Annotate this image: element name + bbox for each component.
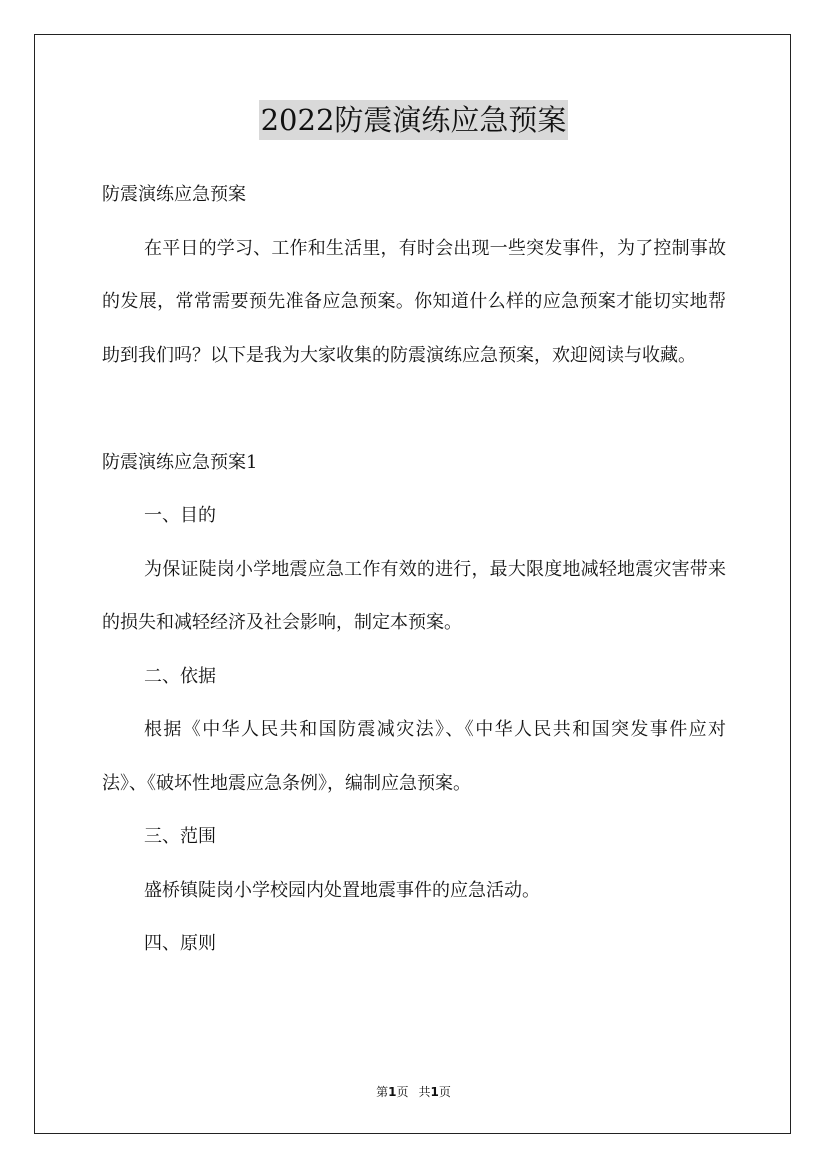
footer-page-total: 1 [430, 1085, 439, 1099]
footer-page-mid: 页 [396, 1085, 409, 1099]
document-body [102, 168, 726, 971]
title-wrap [0, 100, 827, 140]
footer-page-prefix: 第 [376, 1085, 389, 1099]
section-heading: 防震演练应急预案 [102, 184, 246, 205]
subsection-heading: 三、范围 [144, 826, 216, 847]
page-footer [0, 1084, 827, 1100]
body-paragraph: 盛桥镇陡岗小学校园内处置地震事件的应急活动。 [144, 879, 540, 901]
subsection-heading: 四、原则 [144, 933, 216, 954]
subsection-heading: 二、依据 [144, 665, 216, 687]
document-title: 2022防震演练应急预案 [259, 100, 569, 140]
body-paragraph: 为保证陡岗小学地震应急工作有效的进行，最大限度地减轻地震灾害带来的损失和减轻经济及社会影响，制定本预案。 [102, 558, 726, 633]
footer-total-suffix: 页 [438, 1085, 451, 1099]
blank-line [102, 382, 726, 436]
body-paragraph: 根据《中华人民共和国防震减灾法》、《中华人民共和国突发事件应对法》、《破坏性地震应急条例》，编制应急预案。 [102, 719, 726, 794]
subsection-heading: 一、目的 [144, 505, 216, 526]
intro-paragraph: 在平日的学习、工作和生活里，有时会出现一些突发事件，为了控制事故的发展，常常需要预先准备应急预案。你知道什么样的应急预案才能切实地帮助到我们吗？以下是我为大家收集的防震演练应急预案，欢迎阅读与收藏。 [102, 237, 726, 366]
footer-page-current: 1 [388, 1085, 397, 1099]
footer-total-prefix: 共 [418, 1085, 431, 1099]
section-heading: 防震演练应急预案1 [102, 451, 258, 473]
